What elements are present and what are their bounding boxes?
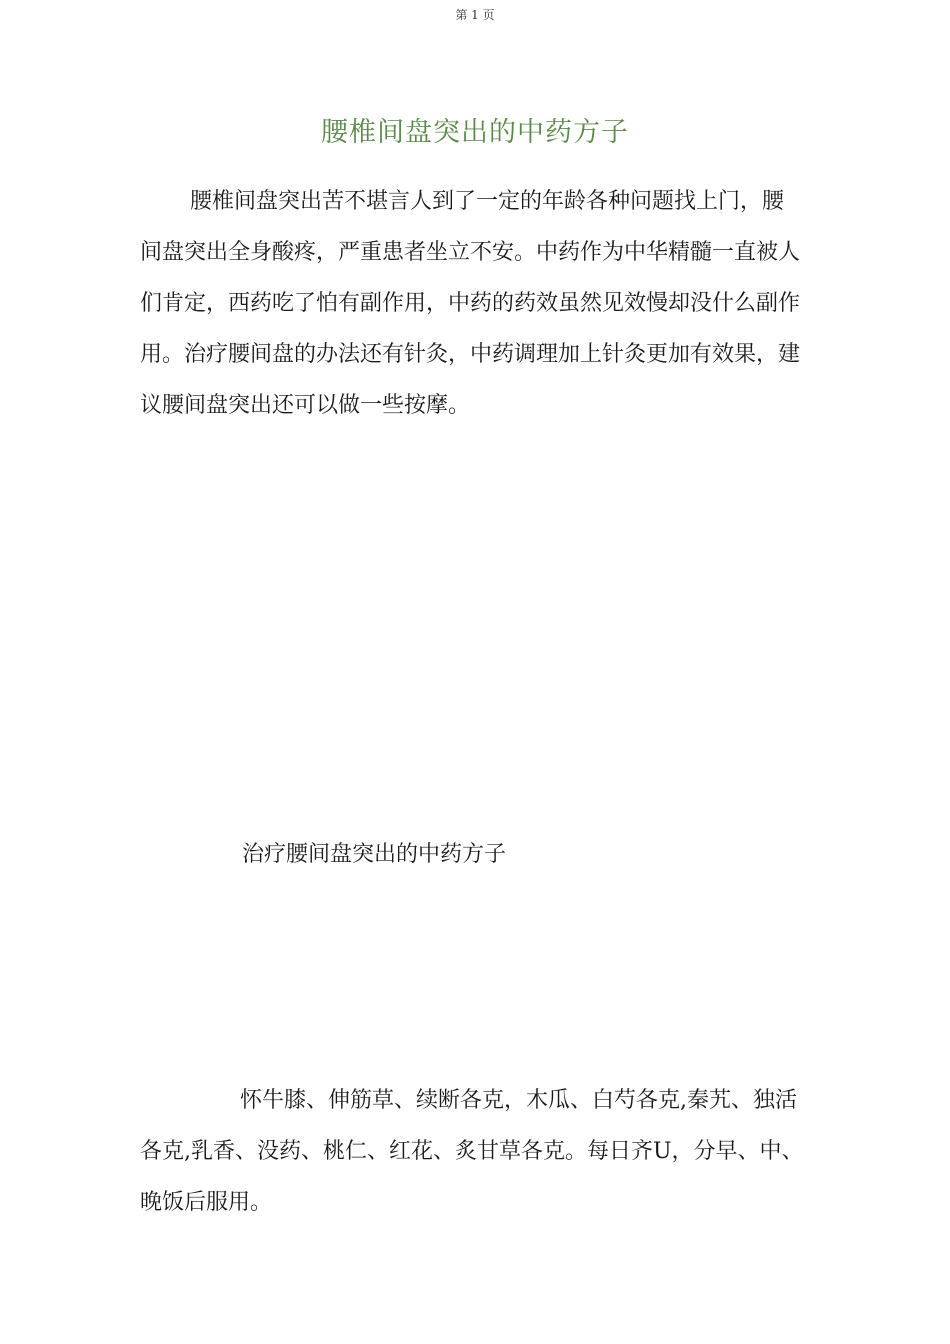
page-number-header: 第 1 页 <box>455 8 495 22</box>
document-title: 腰椎间盘突出的中药方子 <box>321 117 629 148</box>
section-subheading: 治疗腰间盘突出的中药方子 <box>242 842 507 867</box>
recipe-paragraph: 怀牛膝、伸筋草、续断各克，木瓜、白芍各克,秦艽、独活各克,乳香、没药、桃仁、红花、炙甘草各克。每日齐U，分早、中、晚饭后服用。 <box>140 1088 804 1215</box>
intro-paragraph: 腰椎间盘突出苦不堪言人到了一定的年龄各种问题找上门，腰间盘突出全身酸疼，严重患者坐立不安。中药作为中华精髓一直被人们肯定，西药吃了怕有副作用，中药的药效虽然见效慢却没什么副作用。治疗腰间盘的办法还有针灸，中药调理加上针灸更加有效果，建议腰间盘突出还可以做一些按摩。 <box>140 189 801 418</box>
